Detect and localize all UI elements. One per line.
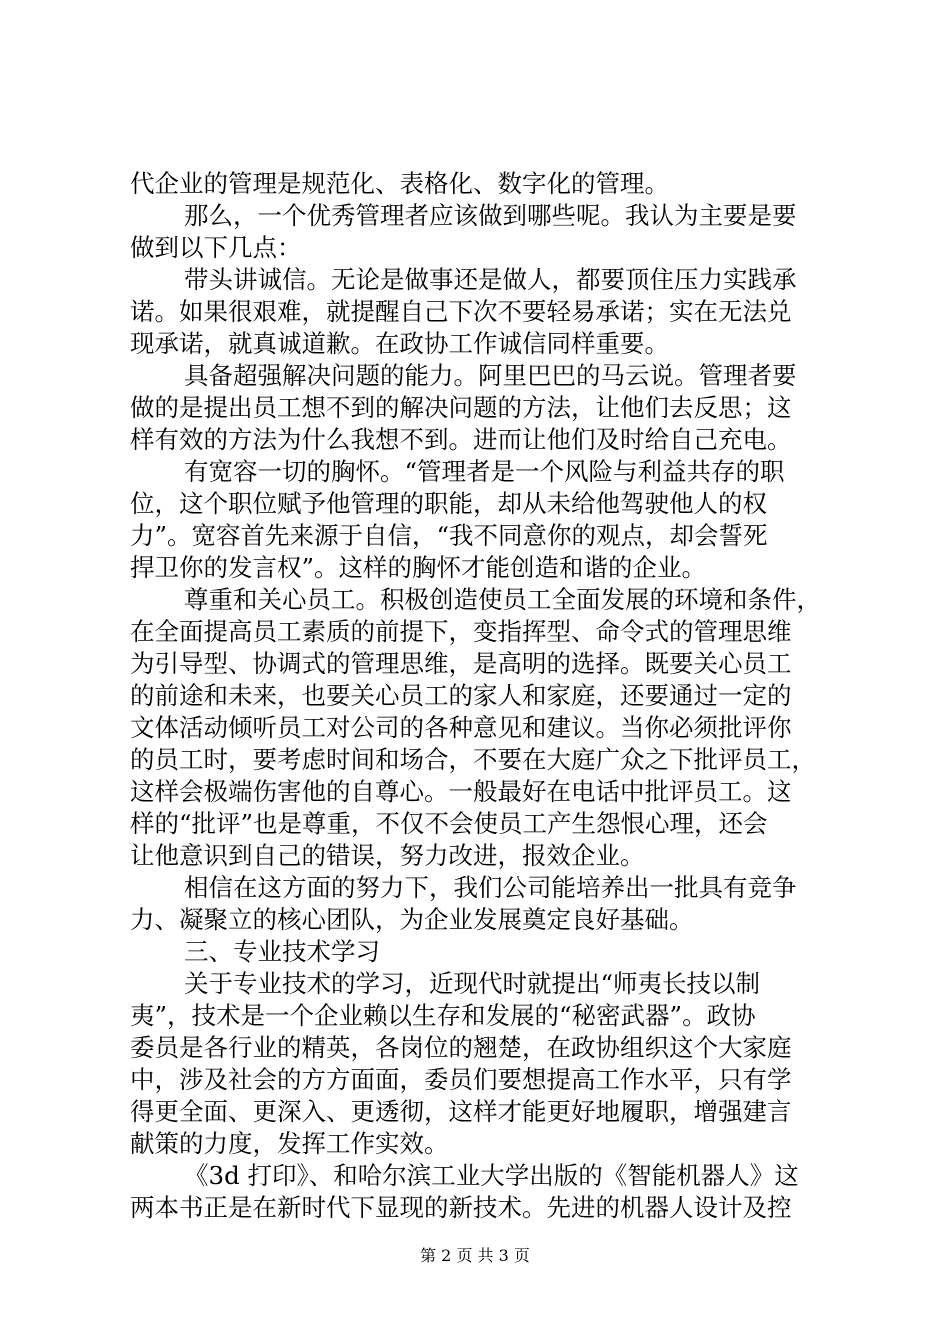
text-line: 做的是提出员工想不到的解决问题的方法，让他们去反思；这 bbox=[130, 393, 792, 422]
text-line: 代企业的管理是规范化、表格化、数字化的管理。 bbox=[130, 169, 669, 198]
text-line: 位，这个职位赋予他管理的职能，却从未给他驾驶他人的权 bbox=[130, 489, 767, 518]
text-line: 得更全面、更深入、更透彻，这样才能更好地履职，增强建言 bbox=[130, 1097, 792, 1126]
document-body bbox=[130, 168, 830, 1224]
text-line: 样有效的方法为什么我想不到。进而让他们及时给自己充电。 bbox=[130, 425, 792, 454]
text-line: 中，涉及社会的方方面面，委员们要想提高工作水平，只有学 bbox=[130, 1065, 792, 1094]
text-line: 尊重和关心员工。积极创造使员工全面发展的环境和条件， bbox=[184, 585, 821, 614]
text-line: 委员是各行业的精英，各岗位的翘楚，在政协组织这个大家庭 bbox=[130, 1033, 792, 1062]
text-line: 现承诺，就真诚道歉。在政协工作诚信同样重要。 bbox=[130, 329, 669, 358]
text-line: 夷”，技术是一个企业赖以生存和发展的“秘密武器”。政协 bbox=[130, 1001, 756, 1030]
text-line: 力、凝聚立的核心团队，为企业发展奠定良好基础。 bbox=[130, 905, 694, 934]
text-line: 有宽容一切的胸怀。“管理者是一个风险与利益共存的职 bbox=[184, 457, 785, 486]
page-footer: 第 2 页 共 3 页 bbox=[420, 1246, 530, 1265]
text-line: 相信在这方面的努力下，我们公司能培养出一批具有竞争 bbox=[184, 873, 797, 902]
text-line: 这样会极端伤害他的自尊心。一般最好在电话中批评员工。这 bbox=[130, 777, 792, 806]
text-line: 捍卫你的发言权”。这样的胸怀才能创造和谐的企业。 bbox=[130, 553, 707, 582]
text-line: 的前途和未来，也要关心员工的家人和家庭，还要通过一定的 bbox=[130, 681, 792, 710]
text-line: 力”。宽容首先来源于自信，“我不同意你的观点，却会誓死 bbox=[130, 521, 768, 550]
text-line: 让他意识到自己的错误，努力改进，报效企业。 bbox=[130, 841, 645, 870]
text-line: 关于专业技术的学习，近现代时就提出“师夷长技以制 bbox=[184, 969, 761, 998]
text-line: 诺。如果很艰难，就提醒自己下次不要轻易承诺；实在无法兑 bbox=[130, 297, 792, 326]
text-line: 献策的力度，发挥工作实效。 bbox=[130, 1129, 449, 1158]
text-line: 《3d 打印》、和哈尔滨工业大学出版的《智能机器人》这 bbox=[184, 1161, 799, 1190]
text-line: 三、专业技术学习 bbox=[184, 937, 380, 966]
text-line: 那么，一个优秀管理者应该做到哪些呢。我认为主要是要 bbox=[184, 201, 797, 230]
text-line: 为引导型、协调式的管理思维，是高明的选择。既要关心员工 bbox=[130, 649, 792, 678]
text-line: 具备超强解决问题的能力。阿里巴巴的马云说。管理者要 bbox=[184, 361, 797, 390]
text-line: 样的“批评”也是尊重，不仅不会使员工产生怨恨心理，还会 bbox=[130, 809, 768, 838]
text-line: 文体活动倾听员工对公司的各种意见和建议。当你必须批评你 bbox=[130, 713, 792, 742]
text-line: 做到以下几点： bbox=[130, 233, 302, 262]
text-line: 在全面提高员工素质的前提下，变指挥型、命令式的管理思维 bbox=[130, 617, 792, 646]
text-line: 的员工时，要考虑时间和场合，不要在大庭广众之下批评员工， bbox=[130, 745, 816, 774]
text-line: 带头讲诚信。无论是做事还是做人，都要顶住压力实践承 bbox=[184, 265, 797, 294]
text-line: 两本书正是在新时代下显现的新技术。先进的机器人设计及控 bbox=[130, 1193, 792, 1222]
